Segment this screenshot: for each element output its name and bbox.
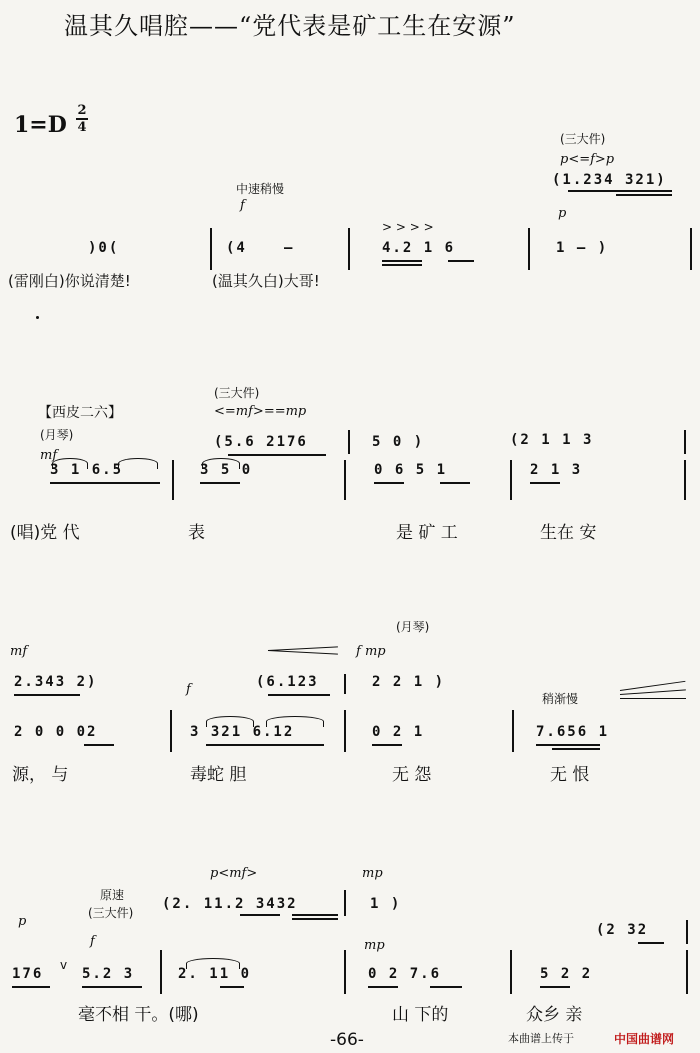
notes-measure-4: 5 2 2 [540,966,593,982]
notes-measure-1: 5.2 3 [82,966,135,982]
notes-measure-2: 3 321 6.12 [190,724,295,740]
lyric-measure-1: 源， 与 [12,765,69,785]
dynamics-line: <=mf>==mp [214,404,307,419]
instrument-notes-b: 1 ) [370,896,402,912]
time-signature [76,104,88,134]
notes-measure-1: 2 0 0 02 [14,724,98,740]
dynamics-line: p<=f>p [560,152,615,167]
lyric-measure-2: 表 [188,523,205,543]
page-number: -66- [330,1030,364,1050]
rest-notes: )0( [88,240,120,256]
key-signature: 1=D [14,112,67,138]
instrument-notes: (1.234 321) [552,172,667,188]
dynamic-f: f [240,198,245,213]
instrument-notes-a: (5.6 2176 [214,434,308,450]
lyric-measure-3: 山 下的 [392,1005,449,1025]
tempo-mark: 稍渐慢 [542,692,579,706]
lyric-measure-4: 无 恨 [550,765,590,785]
dynamic-f: f [186,682,191,697]
time-top: 2 [77,103,87,118]
page-title: 温其久唱腔——“党代表是矿工生在安源” [64,12,516,40]
lyric-measure-4: 生在 安 [540,523,597,543]
spoken-line-1: (雷刚白)你说清楚! [8,272,131,290]
instrument-label: (三大件) [88,906,134,920]
lyric-measure-4: 众乡 亲 [526,1005,583,1025]
instrument-label: (三大件) [214,386,260,400]
notes-measure-2: 2. 11 0 [178,966,252,982]
dynamic-mf: mf [10,644,28,659]
notes-measure-3: 0 2 1 [372,724,425,740]
lyric-measure-1: 毫不相 干。(哪) [78,1005,199,1025]
spoken-line-2: (温其久白)大哥! [212,272,320,290]
time-bottom: 4 [77,120,87,135]
dynamic-mp: mp [364,938,385,953]
yueqin-label: (月琴) [40,428,74,442]
dynamics-f-mp: f mp [356,644,386,659]
notes-measure-4: 7.656 1 [536,724,610,740]
lyric-measure-3: 无 怨 [392,765,432,785]
dynamic-f: f [90,934,95,949]
notes-measure-2: 3 5 0 [200,462,253,478]
instrument-label: (三大件) [560,132,606,146]
notes-measure-1: (4 [226,240,247,256]
notes-measure-3: 0 6 5 1 [374,462,448,478]
yueqin-label: (月琴) [396,620,430,634]
notes-measure-3: 0 2 7.6 [368,966,442,982]
lyric-measure-3: 是 矿 工 [396,523,458,543]
banqiang-label: 【西皮二六】 [38,405,122,421]
instrument-notes-b: 5 0 ) [372,434,425,450]
tempo-mark: 原速 [100,888,125,902]
breath-mark: v [60,958,68,972]
dynamic-mf: mf [40,448,58,463]
lyric-measure-2: 毒蛇 胆 [190,765,247,785]
dynamics-line: p<mf> [210,866,258,881]
notes-measure-3: 1 – ) [556,240,609,256]
instrument-notes-c: (2 1 1 3 [510,432,594,448]
instrument-notes-a: 2.343 2) [14,674,98,690]
notes-tail: 176 [12,966,44,982]
instrument-notes-b: (6.123 [256,674,319,690]
accent-marks: > > > > [382,220,434,234]
dynamic-p: p [18,914,27,929]
footer-note: 本曲谱上传于 [508,1032,574,1045]
instrument-notes-a: (2. 11.2 3432 [162,896,298,912]
lyric-measure-1: (唱)党 代 [10,523,80,543]
notes-measure-2: 4.2 1 6 [382,240,456,256]
notes-measure-1: 3 1 6.5 [50,462,124,478]
notes-measure-4: 2 1 3 [530,462,583,478]
notes-dash: – [284,240,295,256]
tempo-mark: 中速稍慢 [236,182,285,196]
instrument-notes-c: (2 32 [596,922,649,938]
site-logo: 中国曲谱网 [614,1032,675,1046]
instrument-notes-c: 2 2 1 ) [372,674,446,690]
dynamic-p: p [558,206,567,221]
dynamic-mp-instr: mp [362,866,383,881]
